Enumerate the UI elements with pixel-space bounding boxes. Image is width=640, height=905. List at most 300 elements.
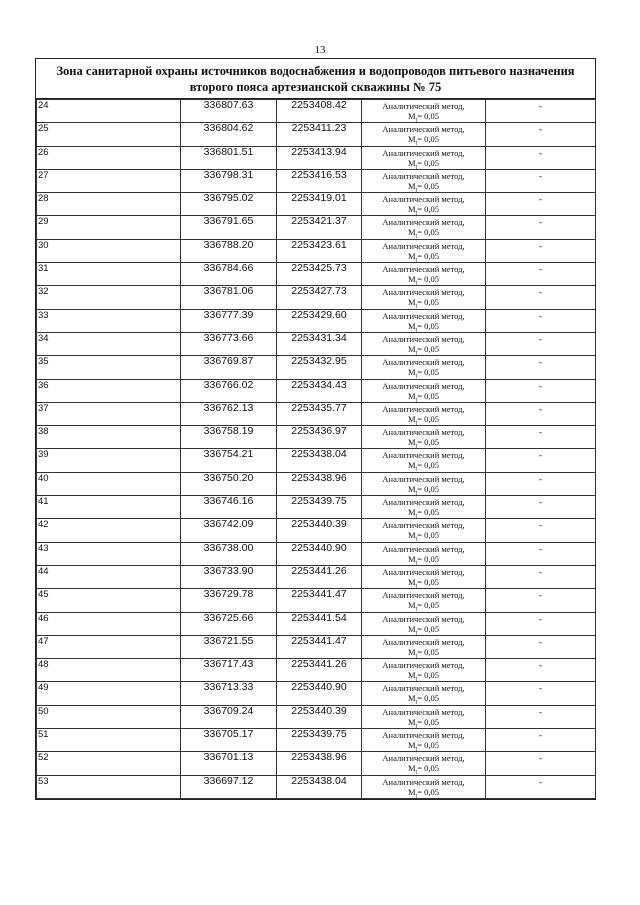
error-prefix: M	[407, 576, 416, 587]
error-prefix: M	[407, 646, 416, 657]
point-number-cell: 28	[37, 193, 181, 216]
table-row	[37, 705, 596, 728]
coordinate-x-cell: 336798.31	[181, 169, 277, 192]
error-prefix: M	[407, 763, 416, 774]
method-cell	[362, 286, 486, 309]
method-cell	[362, 635, 486, 658]
method-cell	[362, 426, 486, 449]
table-row	[37, 426, 596, 449]
error-value: = 0,05	[417, 320, 440, 331]
method-cell	[362, 169, 486, 192]
table-row	[37, 309, 596, 332]
coordinate-y-cell: 2253423.61	[277, 239, 362, 262]
method-label: Аналитический метод,	[382, 450, 465, 461]
coordinate-x-cell: 336742.09	[181, 519, 277, 542]
coordinate-y-cell: 2253439.75	[277, 496, 362, 519]
error-prefix: M	[407, 530, 416, 541]
method-label: Аналитический метод,	[382, 240, 465, 251]
error-prefix: M	[407, 483, 416, 494]
error-value: = 0,05	[417, 460, 440, 471]
coordinate-x-cell: 336746.16	[181, 496, 277, 519]
coordinate-y-cell: 2253438.04	[277, 449, 362, 472]
error-prefix: M	[407, 227, 416, 238]
point-number-cell: 35	[37, 356, 181, 379]
method-cell	[362, 589, 486, 612]
dash-cell: -	[486, 332, 596, 355]
coordinates-table	[36, 99, 596, 799]
method-label: Аналитический метод,	[382, 333, 465, 344]
coordinate-x-cell: 336750.20	[181, 472, 277, 495]
dash-cell: -	[486, 635, 596, 658]
error-value: = 0,05	[417, 693, 440, 704]
coordinate-x-cell: 336729.78	[181, 589, 277, 612]
method-label: Аналитический метод,	[382, 543, 465, 554]
error-subscript: t	[415, 350, 418, 356]
title-line-1: Зона санитарной охраны источников водоснабжения и водопроводов питьевого назначения	[56, 64, 575, 78]
error-subscript: t	[415, 560, 418, 566]
method-cell	[362, 193, 486, 216]
dash-cell: -	[486, 169, 596, 192]
error-subscript: t	[415, 304, 418, 310]
error-value: = 0,05	[417, 157, 440, 168]
method-error	[362, 484, 485, 494]
dash-cell: -	[486, 146, 596, 169]
point-number-cell: 39	[37, 449, 181, 472]
error-prefix: M	[407, 390, 416, 401]
point-number-cell: 40	[37, 472, 181, 495]
point-number-cell: 53	[37, 775, 181, 798]
error-prefix: M	[407, 507, 416, 518]
method-error	[362, 344, 485, 354]
table-row	[37, 542, 596, 565]
coordinate-y-cell: 2253429.60	[277, 309, 362, 332]
method-error	[362, 763, 485, 776]
dash-cell: -	[486, 263, 596, 286]
error-subscript: t	[415, 467, 418, 473]
error-value: = 0,05	[417, 343, 440, 354]
point-number-cell: 33	[37, 309, 181, 332]
method-error	[362, 111, 485, 121]
error-value: = 0,05	[417, 483, 440, 494]
table-row	[37, 752, 596, 775]
error-subscript: t	[415, 397, 418, 403]
table-row	[37, 729, 596, 752]
error-subscript: t	[415, 443, 418, 449]
error-prefix: M	[407, 740, 416, 751]
method-error	[362, 647, 485, 657]
point-number-cell: 27	[37, 169, 181, 192]
point-number-cell: 36	[37, 379, 181, 402]
coordinate-y-cell: 2253438.96	[277, 752, 362, 775]
method-error	[362, 624, 485, 634]
coordinate-y-cell: 2253434.43	[277, 379, 362, 402]
error-value: = 0,05	[417, 111, 440, 121]
method-cell	[362, 752, 486, 775]
coordinate-y-cell: 2253439.75	[277, 729, 362, 752]
method-label: Аналитический метод,	[382, 660, 465, 671]
method-label: Аналитический метод,	[382, 403, 465, 414]
point-number-cell: 48	[37, 659, 181, 682]
error-subscript: t	[415, 746, 418, 752]
error-prefix: M	[407, 367, 416, 378]
point-number-cell: 32	[37, 286, 181, 309]
error-value: = 0,05	[417, 204, 440, 215]
dash-cell: -	[486, 356, 596, 379]
point-number-cell: 44	[37, 565, 181, 588]
error-subscript: t	[415, 537, 418, 543]
method-error	[362, 367, 485, 380]
method-error	[362, 530, 485, 543]
point-number-cell: 25	[37, 123, 181, 146]
coordinate-y-cell: 2253441.47	[277, 589, 362, 612]
error-prefix: M	[407, 460, 416, 471]
method-cell	[362, 309, 486, 332]
error-value: = 0,05	[417, 297, 440, 308]
method-cell	[362, 612, 486, 635]
error-value: = 0,05	[417, 576, 440, 587]
coordinate-x-cell: 336709.24	[181, 705, 277, 728]
table-row	[37, 519, 596, 542]
dash-cell: -	[486, 379, 596, 402]
error-subscript: t	[415, 583, 418, 589]
table-row	[37, 379, 596, 402]
point-number-cell: 37	[37, 402, 181, 425]
dash-cell: -	[486, 239, 596, 262]
table-row	[37, 216, 596, 239]
dash-cell: -	[486, 426, 596, 449]
method-cell	[362, 472, 486, 495]
point-number-cell: 49	[37, 682, 181, 705]
method-cell	[362, 496, 486, 519]
method-cell	[362, 356, 486, 379]
error-subscript: t	[415, 420, 418, 426]
coordinate-y-cell: 2253419.01	[277, 193, 362, 216]
method-label: Аналитический метод,	[382, 636, 465, 647]
table-row	[37, 496, 596, 519]
error-prefix: M	[407, 204, 416, 215]
method-cell	[362, 682, 486, 705]
coordinate-x-cell: 336801.51	[181, 146, 277, 169]
dash-cell: -	[486, 589, 596, 612]
point-number-cell: 46	[37, 612, 181, 635]
error-value: = 0,05	[417, 437, 440, 448]
method-label: Аналитический метод,	[382, 194, 465, 205]
dash-cell: -	[486, 472, 596, 495]
method-error	[362, 577, 485, 587]
coordinate-x-cell: 336721.55	[181, 635, 277, 658]
method-cell	[362, 239, 486, 262]
table-row	[37, 193, 596, 216]
coordinate-x-cell: 336769.87	[181, 356, 277, 379]
coordinate-y-cell: 2253432.95	[277, 356, 362, 379]
table-row	[37, 659, 596, 682]
coordinate-y-cell: 2253431.34	[277, 332, 362, 355]
method-error	[362, 227, 485, 240]
method-cell	[362, 659, 486, 682]
error-subscript: t	[415, 770, 418, 776]
method-label: Аналитический метод,	[382, 357, 465, 368]
coordinate-x-cell: 336788.20	[181, 239, 277, 262]
error-subscript: t	[415, 140, 418, 147]
table-row	[37, 123, 596, 146]
method-cell	[362, 542, 486, 565]
method-cell	[362, 216, 486, 239]
coordinate-y-cell: 2253427.73	[277, 286, 362, 309]
coordinate-y-cell: 2253441.26	[277, 565, 362, 588]
method-cell	[362, 449, 486, 472]
error-prefix: M	[407, 297, 416, 308]
coordinate-y-cell: 2253440.90	[277, 542, 362, 565]
coordinate-x-cell: 336758.19	[181, 426, 277, 449]
dash-cell: -	[486, 542, 596, 565]
method-label: Аналитический метод,	[382, 776, 465, 787]
dash-cell: -	[486, 449, 596, 472]
method-label: Аналитический метод,	[382, 217, 465, 228]
error-value: = 0,05	[417, 274, 440, 285]
dash-cell: -	[486, 729, 596, 752]
error-value: = 0,05	[417, 134, 440, 145]
dash-cell: -	[486, 612, 596, 635]
method-cell	[362, 565, 486, 588]
method-error	[362, 554, 485, 564]
point-number-cell: 24	[37, 100, 181, 123]
error-prefix: M	[407, 600, 416, 611]
coordinate-x-cell: 336713.33	[181, 682, 277, 705]
coordinate-x-cell: 336697.12	[181, 775, 277, 798]
error-subscript: t	[415, 700, 418, 706]
coordinates-table-body	[37, 100, 596, 799]
coordinate-y-cell: 2253416.53	[277, 169, 362, 192]
method-error	[362, 414, 485, 424]
method-label: Аналитический метод,	[382, 310, 465, 321]
coordinate-x-cell: 336781.06	[181, 286, 277, 309]
method-label: Аналитический метод,	[382, 753, 465, 764]
error-subscript: t	[415, 630, 418, 636]
table-row	[37, 356, 596, 379]
method-error	[362, 740, 485, 750]
method-cell	[362, 332, 486, 355]
table-title	[36, 59, 595, 99]
title-line-2: второго пояса артезианской скважины № 75	[189, 80, 442, 94]
page-number: 13	[314, 44, 326, 56]
coordinate-x-cell: 336717.43	[181, 659, 277, 682]
dash-cell: -	[486, 565, 596, 588]
method-cell	[362, 775, 486, 798]
method-label: Аналитический метод,	[382, 170, 465, 181]
dash-cell: -	[486, 682, 596, 705]
method-error	[362, 693, 485, 706]
method-label: Аналитический метод,	[382, 101, 465, 111]
error-value: = 0,05	[417, 646, 440, 657]
table-row	[37, 402, 596, 425]
method-cell	[362, 263, 486, 286]
point-number-cell: 50	[37, 705, 181, 728]
point-number-cell: 41	[37, 496, 181, 519]
point-number-cell: 30	[37, 239, 181, 262]
error-prefix: M	[407, 134, 416, 145]
method-label: Аналитический метод,	[382, 730, 465, 741]
method-label: Аналитический метод,	[382, 613, 465, 624]
coordinate-y-cell: 2253441.47	[277, 635, 362, 658]
table-row	[37, 565, 596, 588]
error-prefix: M	[407, 553, 416, 564]
error-subscript: t	[415, 490, 418, 496]
error-prefix: M	[407, 437, 416, 448]
coordinate-y-cell: 2253421.37	[277, 216, 362, 239]
method-label: Аналитический метод,	[382, 124, 465, 135]
coordinate-y-cell: 2253413.94	[277, 146, 362, 169]
point-number-cell: 45	[37, 589, 181, 612]
error-prefix: M	[407, 320, 416, 331]
method-error	[362, 181, 485, 191]
error-subscript: t	[415, 513, 418, 519]
coordinate-y-cell: 2253436.97	[277, 426, 362, 449]
method-error	[362, 391, 485, 401]
method-label: Аналитический метод,	[382, 590, 465, 601]
point-number-cell: 31	[37, 263, 181, 286]
method-error	[362, 670, 485, 680]
error-value: = 0,05	[417, 763, 440, 774]
coordinate-x-cell: 336784.66	[181, 263, 277, 286]
error-prefix: M	[407, 111, 416, 121]
method-error	[362, 437, 485, 447]
method-error	[362, 507, 485, 517]
point-number-cell: 26	[37, 146, 181, 169]
method-label: Аналитический метод,	[382, 380, 465, 391]
dash-cell: -	[486, 519, 596, 542]
method-error	[362, 717, 485, 727]
table-row	[37, 146, 596, 169]
coordinate-x-cell: 336795.02	[181, 193, 277, 216]
method-label: Аналитический метод,	[382, 147, 465, 158]
coordinate-x-cell: 336701.13	[181, 752, 277, 775]
error-subscript: t	[415, 117, 418, 123]
method-label: Аналитический метод,	[382, 683, 465, 694]
table-row	[37, 775, 596, 798]
method-cell	[362, 705, 486, 728]
method-error	[362, 134, 485, 147]
coordinate-y-cell: 2253440.90	[277, 682, 362, 705]
coordinate-x-cell: 336754.21	[181, 449, 277, 472]
error-value: = 0,05	[417, 413, 440, 424]
dash-cell: -	[486, 705, 596, 728]
coordinate-y-cell: 2253411.23	[277, 123, 362, 146]
error-prefix: M	[407, 180, 416, 191]
table-row	[37, 635, 596, 658]
coordinate-x-cell: 336777.39	[181, 309, 277, 332]
error-prefix: M	[407, 413, 416, 424]
table-row	[37, 612, 596, 635]
coordinates-table-sheet	[35, 58, 596, 800]
point-number-cell: 51	[37, 729, 181, 752]
error-value: = 0,05	[417, 390, 440, 401]
method-cell	[362, 146, 486, 169]
table-row	[37, 239, 596, 262]
error-prefix: M	[407, 343, 416, 354]
error-value: = 0,05	[417, 250, 440, 261]
method-error	[362, 274, 485, 284]
dash-cell: -	[486, 496, 596, 519]
error-value: = 0,05	[417, 623, 440, 634]
table-row	[37, 449, 596, 472]
coordinate-y-cell: 2253441.54	[277, 612, 362, 635]
table-row	[37, 589, 596, 612]
error-value: = 0,05	[417, 180, 440, 191]
error-value: = 0,05	[417, 716, 440, 727]
error-subscript: t	[415, 280, 418, 286]
error-value: = 0,05	[417, 553, 440, 564]
dash-cell: -	[486, 659, 596, 682]
method-error	[362, 204, 485, 214]
dash-cell: -	[486, 123, 596, 146]
dash-cell: -	[486, 286, 596, 309]
method-label: Аналитический метод,	[382, 473, 465, 484]
dash-cell: -	[486, 216, 596, 239]
error-subscript: t	[415, 723, 418, 729]
error-subscript: t	[415, 653, 418, 659]
dash-cell: -	[486, 752, 596, 775]
coordinate-y-cell: 2253425.73	[277, 263, 362, 286]
error-subscript: t	[415, 606, 418, 613]
method-error	[362, 251, 485, 261]
coordinate-y-cell: 2253441.26	[277, 659, 362, 682]
error-value: = 0,05	[417, 600, 440, 611]
error-subscript: t	[415, 234, 418, 240]
coordinate-x-cell: 336762.13	[181, 402, 277, 425]
error-value: = 0,05	[417, 530, 440, 541]
point-number-cell: 43	[37, 542, 181, 565]
error-subscript: t	[415, 187, 418, 193]
coordinate-x-cell: 336725.66	[181, 612, 277, 635]
coordinate-x-cell: 336766.02	[181, 379, 277, 402]
error-value: = 0,05	[417, 367, 440, 378]
method-cell	[362, 123, 486, 146]
coordinate-y-cell: 2253438.96	[277, 472, 362, 495]
coordinate-x-cell: 336738.00	[181, 542, 277, 565]
error-value: = 0,05	[417, 670, 440, 681]
coordinate-y-cell: 2253438.04	[277, 775, 362, 798]
coordinate-y-cell: 2253408.42	[277, 100, 362, 123]
coordinate-y-cell: 2253440.39	[277, 519, 362, 542]
coordinate-x-cell: 336705.17	[181, 729, 277, 752]
table-row	[37, 100, 596, 123]
error-prefix: M	[407, 157, 416, 168]
table-row	[37, 169, 596, 192]
coordinate-y-cell: 2253435.77	[277, 402, 362, 425]
method-label: Аналитический метод,	[382, 497, 465, 508]
point-number-cell: 52	[37, 752, 181, 775]
method-cell	[362, 100, 486, 123]
error-prefix: M	[407, 786, 416, 797]
method-error	[362, 297, 485, 310]
point-number-cell: 34	[37, 332, 181, 355]
dash-cell: -	[486, 775, 596, 798]
error-prefix: M	[407, 250, 416, 261]
method-cell	[362, 402, 486, 425]
dash-cell: -	[486, 402, 596, 425]
point-number-cell: 29	[37, 216, 181, 239]
coordinate-x-cell: 336773.66	[181, 332, 277, 355]
point-number-cell: 38	[37, 426, 181, 449]
method-label: Аналитический метод,	[382, 264, 465, 275]
table-row	[37, 332, 596, 355]
table-row	[37, 286, 596, 309]
method-error	[362, 787, 485, 797]
error-value: = 0,05	[417, 786, 440, 797]
method-error	[362, 460, 485, 473]
coordinate-x-cell: 336807.63	[181, 100, 277, 123]
method-label: Аналитический метод,	[382, 287, 465, 298]
